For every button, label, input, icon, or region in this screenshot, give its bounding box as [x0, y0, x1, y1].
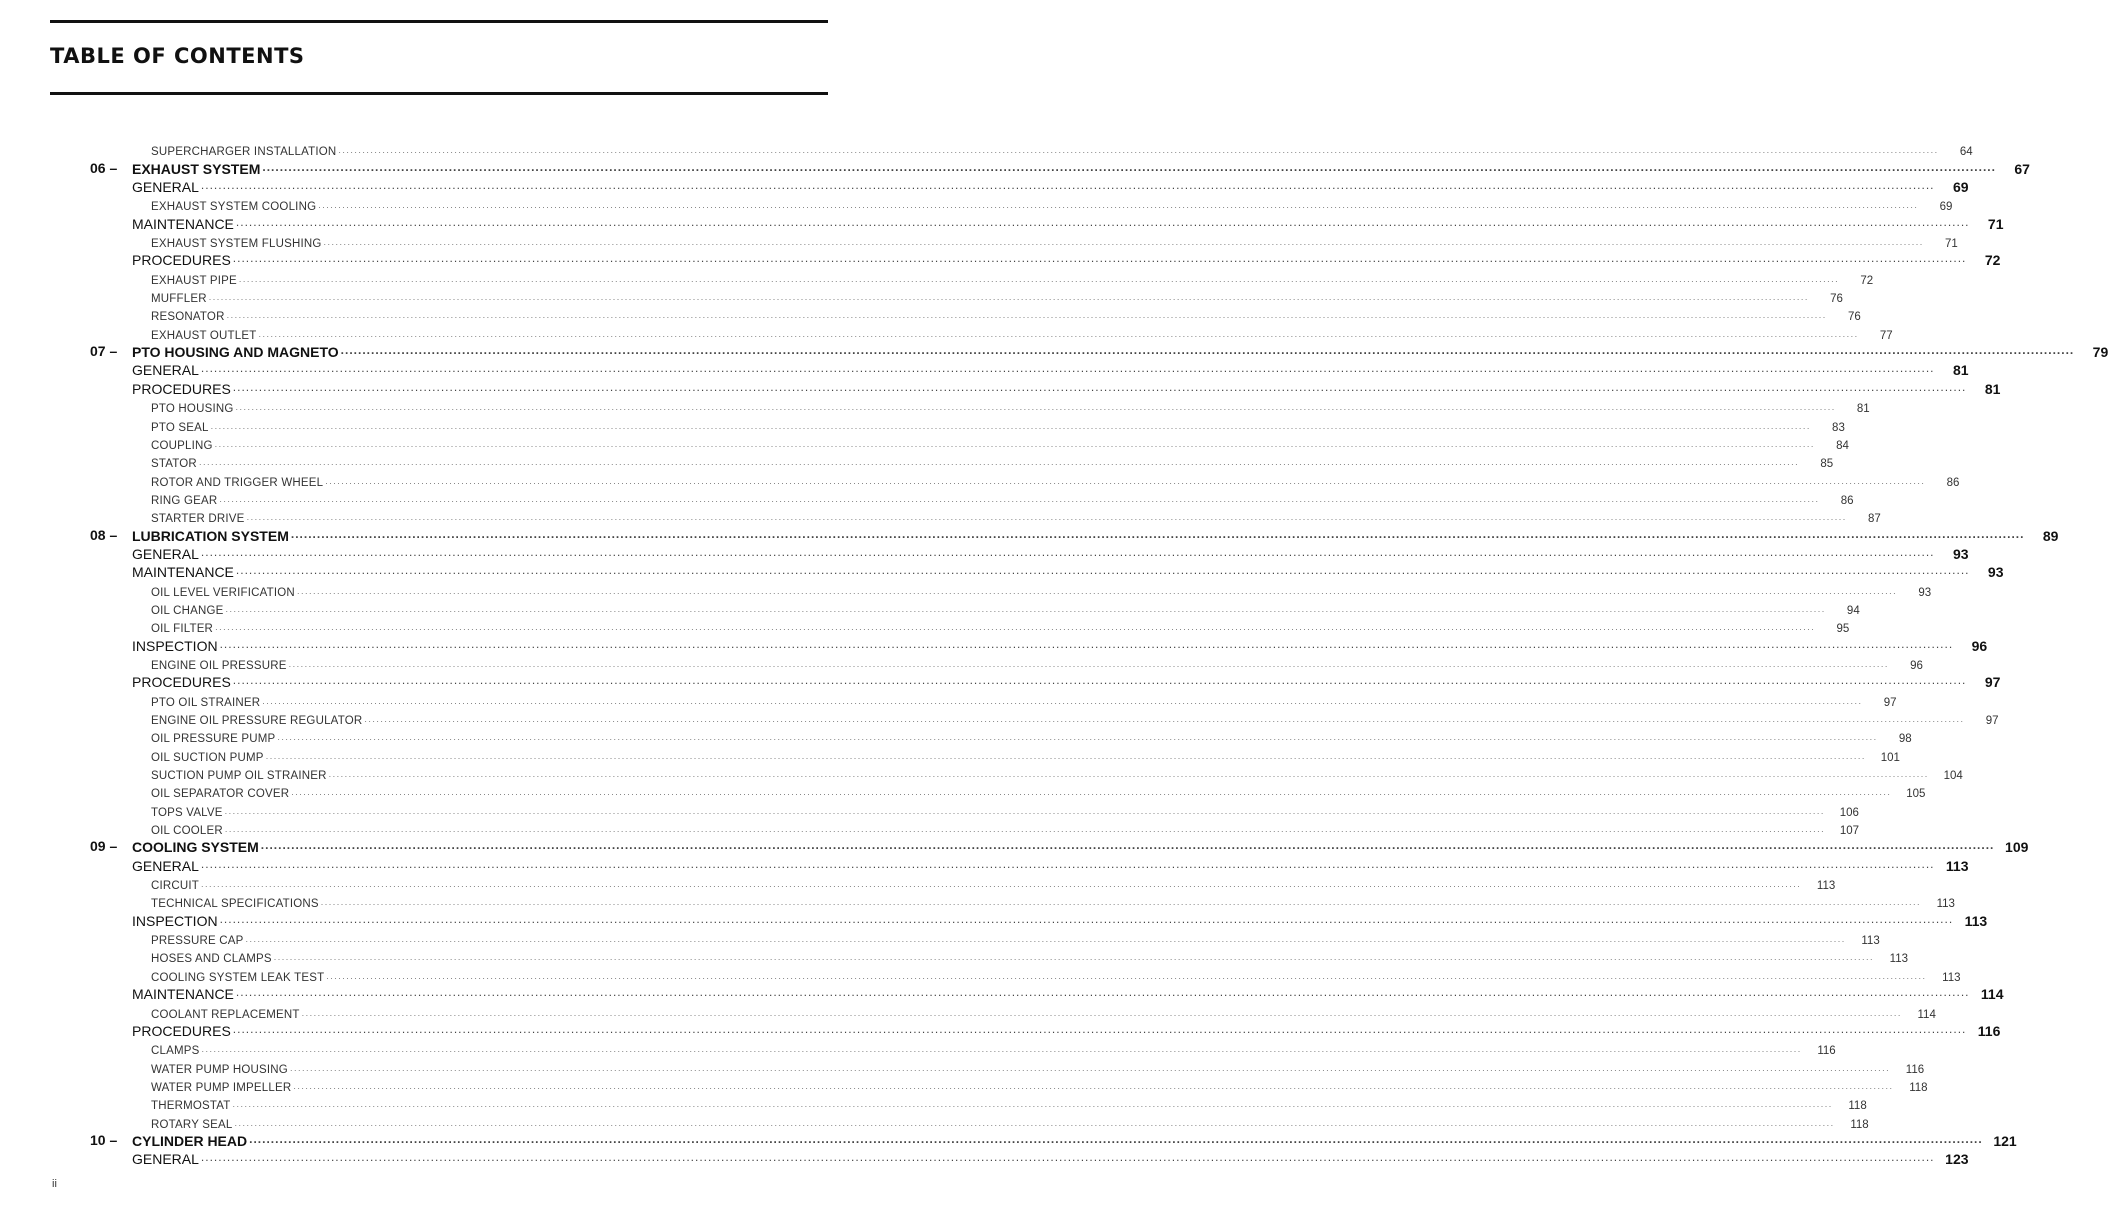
- toc-subsection-entry[interactable]: [90, 1002, 1936, 1021]
- toc-subsection-entry[interactable]: [90, 580, 1932, 599]
- toc-entry-label: WATER PUMP HOUSING: [151, 1063, 288, 1076]
- toc-entry-label: THERMOSTAT: [151, 1100, 231, 1113]
- toc-entry-page: 113: [1816, 880, 1836, 893]
- toc-entry-label: SUCTION PUMP OIL STRAINER: [151, 770, 327, 783]
- toc-entry-label: LUBRICATION SYSTEM: [132, 527, 289, 544]
- toc-entry-label: TOPS VALVE: [151, 806, 223, 819]
- toc-dot-leader: ................................................................................................................................................................................................................................................................................................................................................................................................................: [277, 732, 1878, 743]
- toc-subsection-entry[interactable]: [90, 1094, 1867, 1113]
- toc-dot-leader: ................................................................................................................................................................................................................................................................................................................................................................................................................: [318, 200, 1919, 211]
- toc-entry-label: EXHAUST SYSTEM FLUSHING: [151, 238, 322, 251]
- toc-subsection-entry[interactable]: [90, 709, 1999, 727]
- toc-dot-leader: ................................................................................................................................................................................................................................................................................................................................................................................................................: [328, 769, 1929, 780]
- toc-entry-label: OIL PRESSURE PUMP: [151, 733, 276, 746]
- toc-subsection-entry[interactable]: [90, 452, 1834, 471]
- toc-subsection-entry[interactable]: [90, 690, 1897, 709]
- toc-entry-label: MAINTENANCE: [132, 986, 234, 1003]
- toc-entry-page: 86: [1840, 494, 1854, 507]
- toc-dot-leader: ................................................................................................................................................................................................................................................................................................................................................................................................................: [198, 457, 1800, 468]
- toc-entry-page: 116: [1905, 1063, 1925, 1076]
- toc-dot-leader: ................................................................................................................................................................................................................................................................................................................................................................................................................: [288, 658, 1889, 669]
- toc-dot-leader: ................................................................................................................................................................................................................................................................................................................................................................................................................: [296, 585, 1898, 596]
- toc-entry-page: 81: [1984, 380, 2001, 397]
- toc-entry-page: 113: [1942, 971, 1961, 984]
- toc-entry-page: 95: [1836, 623, 1850, 636]
- toc-entry-page: 67: [2014, 160, 2030, 177]
- toc-entry-label: EXHAUST SYSTEM: [132, 160, 261, 177]
- toc-entry-page: 89: [2042, 527, 2059, 544]
- toc-dot-leader: ................................................................................................................................................................................................................................................................................................................................................................................................................: [200, 1150, 1935, 1165]
- page-title: TABLE OF CONTENTS: [50, 44, 305, 68]
- toc-subsection-entry[interactable]: [90, 874, 1836, 893]
- toc-entry-page: 76: [1830, 293, 1843, 306]
- toc-dot-leader: ................................................................................................................................................................................................................................................................................................................................................................................................................: [232, 1099, 1833, 1110]
- toc-entry-label: MUFFLER: [151, 293, 207, 306]
- toc-entry-label: SUPERCHARGER INSTALLATION: [151, 146, 337, 159]
- toc-chapter-entry[interactable]: [90, 342, 2108, 361]
- toc-dot-leader: ................................................................................................................................................................................................................................................................................................................................................................................................................: [246, 512, 1847, 523]
- toc-subsection-entry[interactable]: [90, 195, 1953, 214]
- toc-dot-leader: ................................................................................................................................................................................................................................................................................................................................................................................................................: [258, 328, 1859, 339]
- toc-subsection-entry[interactable]: [90, 489, 1854, 507]
- toc-dot-leader: ................................................................................................................................................................................................................................................................................................................................................................................................................: [224, 824, 1826, 835]
- toc-section-entry[interactable]: [90, 213, 2004, 232]
- toc-subsection-entry[interactable]: [90, 800, 1859, 819]
- toc-section-entry[interactable]: [90, 1021, 2001, 1039]
- toc-entry-page: 105: [1906, 788, 1926, 801]
- toc-section-entry[interactable]: [90, 250, 2001, 269]
- toc-entry-page: 113: [1964, 912, 1988, 929]
- toc-entry-label: EXHAUST PIPE: [151, 274, 237, 287]
- toc-entry-page: 109: [2005, 839, 2029, 856]
- toc-entry-label: WATER PUMP IMPELLER: [151, 1081, 292, 1094]
- toc-dot-leader: ................................................................................................................................................................................................................................................................................................................................................................................................................: [232, 379, 1967, 394]
- toc-entry-label: ROTOR AND TRIGGER WHEEL: [151, 476, 324, 489]
- toc-dot-leader: ................................................................................................................................................................................................................................................................................................................................................................................................................: [320, 897, 1921, 908]
- toc-entry-label: COOLING SYSTEM: [132, 839, 259, 856]
- toc-entry-label: HOSES AND CLAMPS: [151, 953, 272, 966]
- toc-entry-page: 97: [1883, 696, 1897, 709]
- toc-section-entry[interactable]: [90, 855, 1969, 874]
- toc-dot-leader: ................................................................................................................................................................................................................................................................................................................................................................................................................: [265, 750, 1866, 761]
- toc-subsection-entry[interactable]: [90, 819, 1860, 838]
- toc-entry-page: 71: [1987, 215, 2004, 232]
- toc-chapter-number: 07 –: [90, 343, 118, 360]
- toc-entry-page: 81: [1856, 403, 1870, 416]
- toc-entry-label: CLAMPS: [151, 1045, 200, 1058]
- toc-entry-page: 118: [1850, 1118, 1869, 1131]
- toc-entry-label: INSPECTION: [132, 637, 218, 654]
- toc-dot-leader: ................................................................................................................................................................................................................................................................................................................................................................................................................: [214, 438, 1815, 449]
- toc-dot-leader: ................................................................................................................................................................................................................................................................................................................................................................................................................: [208, 292, 1809, 303]
- toc-entry-page: 98: [1898, 733, 1912, 746]
- toc-dot-leader: ................................................................................................................................................................................................................................................................................................................................................................................................................: [232, 1021, 1967, 1036]
- toc-dot-leader: ................................................................................................................................................................................................................................................................................................................................................................................................................: [200, 544, 1935, 559]
- toc-subsection-entry[interactable]: [90, 654, 1923, 672]
- toc-entry-label: PTO HOUSING AND MAGNETO: [132, 344, 339, 361]
- toc-entry-label: PTO SEAL: [151, 421, 209, 434]
- toc-entry-label: MAINTENANCE: [132, 215, 234, 232]
- toc-subsection-entry[interactable]: [90, 434, 1849, 452]
- toc-entry-page: 69: [1952, 179, 1969, 196]
- toc-entry-label: CIRCUIT: [151, 880, 200, 893]
- toc-subsection-entry[interactable]: [90, 415, 1845, 434]
- toc-entry-label: ENGINE OIL PRESSURE: [151, 659, 287, 672]
- toc-dot-leader: ................................................................................................................................................................................................................................................................................................................................................................................................................: [226, 310, 1827, 321]
- toc-entry-label: EXHAUST OUTLET: [151, 329, 257, 342]
- toc-entry-label: GENERAL: [132, 857, 199, 874]
- toc-dot-leader: ................................................................................................................................................................................................................................................................................................................................................................................................................: [235, 402, 1836, 413]
- toc-subsection-entry[interactable]: [90, 764, 1963, 783]
- toc-subsection-entry[interactable]: [90, 617, 1850, 636]
- toc-entry-label: GENERAL: [132, 362, 199, 379]
- toc-entry-page: 93: [1987, 564, 2004, 581]
- toc-entry-label: OIL COOLER: [151, 825, 223, 838]
- toc-subsection-entry[interactable]: [90, 892, 1955, 911]
- toc-dot-leader: ................................................................................................................................................................................................................................................................................................................................................................................................................: [200, 178, 1935, 193]
- toc-section-entry[interactable]: [90, 1149, 1969, 1168]
- toc-entry-label: STATOR: [151, 458, 197, 471]
- toc-section-entry[interactable]: [90, 378, 2001, 397]
- toc-chapter-entry[interactable]: [90, 158, 2030, 177]
- toc-entry-page: 86: [1946, 476, 1960, 489]
- table-of-contents: [90, 140, 2108, 1168]
- toc-section-entry[interactable]: [90, 984, 2004, 1003]
- toc-entry-page: 81: [1952, 362, 1969, 379]
- toc-entry-label: OIL CHANGE: [151, 604, 224, 617]
- toc-dot-leader: ................................................................................................................................................................................................................................................................................................................................................................................................................: [326, 970, 1927, 981]
- toc-section-entry[interactable]: [90, 177, 1969, 196]
- toc-entry-page: 123: [1945, 1151, 1969, 1168]
- toc-chapter-entry[interactable]: [90, 525, 2059, 544]
- toc-entry-page: 83: [1832, 421, 1845, 434]
- toc-dot-leader: ................................................................................................................................................................................................................................................................................................................................................................................................................: [219, 493, 1820, 504]
- toc-subsection-entry[interactable]: [90, 470, 1960, 489]
- toc-dot-leader: ................................................................................................................................................................................................................................................................................................................................................................................................................: [340, 343, 2075, 358]
- toc-entry-page: 101: [1880, 751, 1900, 764]
- toc-entry-page: 76: [1848, 311, 1861, 324]
- toc-dot-leader: ................................................................................................................................................................................................................................................................................................................................................................................................................: [210, 420, 1811, 431]
- toc-dot-leader: ................................................................................................................................................................................................................................................................................................................................................................................................................: [249, 1131, 1983, 1146]
- toc-dot-leader: ................................................................................................................................................................................................................................................................................................................................................................................................................: [232, 673, 1967, 688]
- toc-subsection-entry[interactable]: [90, 599, 1860, 617]
- toc-entry-page: 72: [1984, 252, 2001, 269]
- toc-entry-label: EXHAUST SYSTEM COOLING: [151, 201, 317, 214]
- toc-dot-leader: ................................................................................................................................................................................................................................................................................................................................................................................................................: [301, 1007, 1902, 1018]
- toc-entry-page: 71: [1944, 238, 1958, 251]
- toc-entry-page: 97: [1984, 674, 2001, 691]
- toc-entry-label: STARTER DRIVE: [151, 513, 245, 526]
- toc-subsection-entry[interactable]: [90, 1057, 1925, 1076]
- toc-entry-label: RESONATOR: [151, 311, 225, 324]
- toc-dot-leader: ................................................................................................................................................................................................................................................................................................................................................................................................................: [200, 856, 1935, 871]
- toc-entry-label: OIL SUCTION PUMP: [151, 751, 264, 764]
- toc-chapter-entry[interactable]: [90, 837, 2029, 856]
- toc-subsection-entry[interactable]: [90, 140, 1973, 159]
- toc-entry-label: OIL SEPARATOR COVER: [151, 788, 290, 801]
- toc-entry-label: ROTARY SEAL: [151, 1118, 233, 1131]
- toc-entry-page: 114: [1917, 1008, 1936, 1021]
- toc-entry-page: 113: [1861, 935, 1880, 948]
- toc-entry-label: PRESSURE CAP: [151, 935, 244, 948]
- toc-entry-page: 107: [1839, 825, 1860, 838]
- toc-subsection-entry[interactable]: [90, 947, 1908, 966]
- toc-entry-label: OIL FILTER: [151, 623, 214, 636]
- toc-dot-leader: ................................................................................................................................................................................................................................................................................................................................................................................................................: [200, 361, 1935, 376]
- toc-dot-leader: ................................................................................................................................................................................................................................................................................................................................................................................................................: [238, 273, 1840, 284]
- toc-subsection-entry[interactable]: [90, 323, 1893, 342]
- toc-entry-label: PTO OIL STRAINER: [151, 696, 261, 709]
- toc-entry-label: COUPLING: [151, 439, 213, 452]
- toc-dot-leader: ................................................................................................................................................................................................................................................................................................................................................................................................................: [201, 1044, 1802, 1055]
- toc-entry-page: 114: [1980, 986, 2004, 1003]
- toc-entry-page: 72: [1860, 274, 1874, 287]
- toc-entry-label: COOLANT REPLACEMENT: [151, 1008, 300, 1021]
- toc-subsection-entry[interactable]: [90, 1112, 1869, 1131]
- toc-subsection-entry[interactable]: [90, 232, 1958, 251]
- toc-entry-page: 93: [1952, 545, 1969, 562]
- toc-entry-label: TECHNICAL SPECIFICATIONS: [151, 898, 319, 911]
- toc-dot-leader: ................................................................................................................................................................................................................................................................................................................................................................................................................: [235, 214, 1970, 229]
- toc-subsection-entry[interactable]: [90, 782, 1926, 801]
- toc-entry-label: MAINTENANCE: [132, 564, 234, 581]
- toc-subsection-entry[interactable]: [90, 727, 1912, 746]
- toc-subsection-entry[interactable]: [90, 268, 1874, 287]
- toc-dot-leader: ................................................................................................................................................................................................................................................................................................................................................................................................................: [232, 251, 1967, 266]
- toc-dot-leader: ................................................................................................................................................................................................................................................................................................................................................................................................................: [262, 695, 1863, 706]
- toc-dot-leader: ................................................................................................................................................................................................................................................................................................................................................................................................................: [325, 475, 1926, 486]
- header-rule-top: [50, 20, 828, 23]
- toc-chapter-number: 10 –: [90, 1131, 118, 1148]
- toc-entry-page: 106: [1839, 806, 1859, 819]
- toc-dot-leader: ................................................................................................................................................................................................................................................................................................................................................................................................................: [260, 838, 1995, 853]
- toc-chapter-number: 08 –: [90, 526, 118, 543]
- toc-entry-page: 116: [1817, 1045, 1836, 1058]
- toc-section-entry[interactable]: [90, 910, 1988, 929]
- page-number: ii: [52, 1178, 57, 1190]
- toc-entry-page: 113: [1936, 898, 1955, 911]
- toc-entry-label: INSPECTION: [132, 912, 218, 929]
- toc-subsection-entry[interactable]: [90, 745, 1900, 764]
- toc-entry-page: 69: [1939, 201, 1953, 214]
- toc-dot-leader: ................................................................................................................................................................................................................................................................................................................................................................................................................: [273, 952, 1874, 963]
- toc-entry-page: 85: [1820, 458, 1834, 471]
- toc-entry-page: 94: [1846, 604, 1860, 617]
- toc-subsection-entry[interactable]: [90, 1076, 1928, 1094]
- toc-entry-label: COOLING SYSTEM LEAK TEST: [151, 971, 325, 984]
- toc-dot-leader: ................................................................................................................................................................................................................................................................................................................................................................................................................: [219, 911, 1954, 926]
- toc-dot-leader: ................................................................................................................................................................................................................................................................................................................................................................................................................: [234, 1117, 1835, 1128]
- toc-subsection-entry[interactable]: [90, 397, 1870, 416]
- toc-entry-label: GENERAL: [132, 179, 199, 196]
- toc-subsection-entry[interactable]: [90, 965, 1961, 984]
- toc-entry-page: 116: [1977, 1022, 2001, 1039]
- toc-section-entry[interactable]: [90, 360, 1969, 379]
- toc-section-entry[interactable]: [90, 672, 2001, 691]
- toc-entry-page: 79: [2092, 344, 2108, 361]
- toc-entry-page: 93: [1918, 586, 1932, 599]
- toc-entry-label: CYLINDER HEAD: [132, 1132, 248, 1149]
- toc-section-entry[interactable]: [90, 562, 2004, 581]
- toc-dot-leader: ................................................................................................................................................................................................................................................................................................................................................................................................................: [245, 934, 1846, 945]
- toc-chapter-entry[interactable]: [90, 1131, 2017, 1149]
- header-rule-bottom: [50, 92, 828, 95]
- toc-entry-label: PTO HOUSING: [151, 403, 234, 416]
- toc-dot-leader: ................................................................................................................................................................................................................................................................................................................................................................................................................: [235, 985, 1970, 1000]
- toc-dot-leader: ................................................................................................................................................................................................................................................................................................................................................................................................................: [290, 526, 2025, 541]
- toc-dot-leader: ................................................................................................................................................................................................................................................................................................................................................................................................................: [262, 159, 1996, 174]
- toc-entry-label: ENGINE OIL PRESSURE REGULATOR: [151, 715, 363, 727]
- toc-entry-page: 64: [1959, 146, 1973, 159]
- toc-entry-page: 118: [1909, 1081, 1928, 1094]
- toc-dot-leader: ................................................................................................................................................................................................................................................................................................................................................................................................................: [225, 603, 1826, 614]
- toc-dot-leader: ................................................................................................................................................................................................................................................................................................................................................................................................................: [235, 563, 1970, 578]
- toc-entry-label: GENERAL: [132, 545, 199, 562]
- toc-entry-label: OIL LEVEL VERIFICATION: [151, 586, 295, 599]
- toc-subsection-entry[interactable]: [90, 305, 1861, 324]
- toc-dot-leader: ................................................................................................................................................................................................................................................................................................................................................................................................................: [224, 805, 1825, 816]
- toc-section-entry[interactable]: [90, 544, 1969, 562]
- toc-entry-page: 113: [1945, 857, 1969, 874]
- toc-entry-page: 84: [1836, 439, 1849, 452]
- toc-entry-page: 77: [1879, 329, 1893, 342]
- toc-section-entry[interactable]: [90, 635, 1988, 654]
- toc-dot-leader: ................................................................................................................................................................................................................................................................................................................................................................................................................: [364, 714, 1965, 724]
- toc-entry-page: 96: [1910, 659, 1923, 672]
- toc-subsection-entry[interactable]: [90, 1039, 1836, 1058]
- toc-entry-page: 121: [1993, 1132, 2017, 1149]
- toc-subsection-entry[interactable]: [90, 929, 1880, 948]
- toc-entry-page: 96: [1971, 637, 1988, 654]
- toc-entry-page: 118: [1848, 1100, 1867, 1113]
- toc-entry-label: RING GEAR: [151, 494, 218, 507]
- toc-dot-leader: ................................................................................................................................................................................................................................................................................................................................................................................................................: [219, 636, 1954, 651]
- toc-chapter-number: 06 –: [90, 159, 118, 176]
- toc-entry-label: PROCEDURES: [132, 380, 231, 397]
- toc-entry-page: 113: [1889, 953, 1908, 966]
- toc-dot-leader: ................................................................................................................................................................................................................................................................................................................................................................................................................: [215, 622, 1816, 633]
- toc-dot-leader: ................................................................................................................................................................................................................................................................................................................................................................................................................: [291, 787, 1892, 798]
- toc-subsection-entry[interactable]: [90, 287, 1843, 306]
- toc-entry-page: 104: [1943, 770, 1963, 783]
- toc-entry-label: PROCEDURES: [132, 252, 231, 269]
- toc-dot-leader: ................................................................................................................................................................................................................................................................................................................................................................................................................: [289, 1062, 1891, 1073]
- toc-entry-page: 97: [1985, 715, 1999, 727]
- toc-entry-label: PROCEDURES: [132, 674, 231, 691]
- toc-chapter-number: 09 –: [90, 838, 118, 855]
- toc-dot-leader: ................................................................................................................................................................................................................................................................................................................................................................................................................: [293, 1080, 1894, 1091]
- toc-dot-leader: ................................................................................................................................................................................................................................................................................................................................................................................................................: [323, 237, 1924, 248]
- toc-dot-leader: ................................................................................................................................................................................................................................................................................................................................................................................................................: [338, 145, 1939, 156]
- toc-entry-page: 87: [1867, 513, 1881, 526]
- toc-subsection-entry[interactable]: [90, 507, 1881, 526]
- toc-entry-label: GENERAL: [132, 1151, 199, 1168]
- toc-entry-label: PROCEDURES: [132, 1022, 231, 1039]
- toc-dot-leader: ................................................................................................................................................................................................................................................................................................................................................................................................................: [201, 879, 1802, 890]
